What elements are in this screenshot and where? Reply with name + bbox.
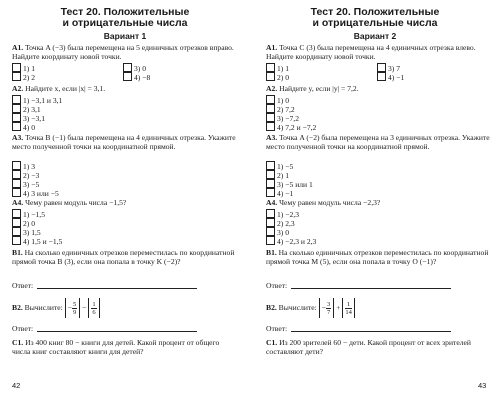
checkbox[interactable] — [12, 179, 21, 188]
option-a3-1[interactable]: 1) 3 — [12, 161, 35, 171]
checkbox[interactable] — [12, 63, 21, 72]
answer-b2[interactable]: Ответ: — [12, 324, 197, 333]
checkbox[interactable] — [266, 179, 275, 188]
abs-value-1: − $\frac{3}{7}$ — [319, 298, 335, 318]
checkbox[interactable] — [266, 188, 275, 197]
checkbox[interactable] — [12, 188, 21, 197]
option-a2-1[interactable]: 1) −3,1 и 3,1 — [12, 95, 62, 105]
checkbox[interactable] — [12, 95, 21, 104]
option-a2-4[interactable]: 4) 7,2 и −7,2 — [266, 122, 316, 132]
answer-line[interactable] — [37, 288, 197, 289]
option-a1-1[interactable]: 1) 1 — [266, 63, 289, 73]
checkbox[interactable] — [266, 122, 275, 131]
option-a3-2[interactable]: 2) −3 — [12, 170, 39, 180]
page-number: 42 — [12, 381, 21, 390]
option-a3-3[interactable]: 3) −5 или 1 — [266, 179, 313, 189]
answer-b1[interactable]: Ответ: — [12, 281, 197, 290]
question-b2: В2. Вычислите: − $\frac{3}{7}$ + $\frac{1}{14}$ — [266, 298, 491, 318]
abs-value-2: $\frac{1}{14}$ — [342, 298, 355, 318]
option-a4-4[interactable]: 4) 1,5 и −1,5 — [12, 236, 62, 246]
answer-line[interactable] — [37, 331, 197, 332]
answer-line[interactable] — [291, 331, 451, 332]
test-subtitle: и отрицательные числа — [62, 17, 188, 29]
checkbox[interactable] — [123, 72, 132, 81]
question-b2: В2. Вычислите: − $\frac{5}{9}$ − $\frac{1}{6}$ — [12, 298, 237, 318]
question-a4: А4. Чему равен модуль числа −2,3? — [266, 198, 381, 207]
checkbox[interactable] — [123, 63, 132, 72]
option-a4-4[interactable]: 4) −2,3 и 2,3 — [266, 236, 316, 246]
option-a2-3[interactable]: 3) −3,1 — [12, 113, 45, 123]
checkbox[interactable] — [12, 227, 21, 236]
option-a4-1[interactable]: 1) −2,3 — [266, 209, 299, 219]
variant-heading: Вариант 2 — [353, 31, 397, 41]
checkbox[interactable] — [12, 122, 21, 131]
page-number: 43 — [478, 381, 487, 390]
option-a2-2[interactable]: 2) 3,1 — [12, 104, 41, 114]
checkbox[interactable] — [266, 113, 275, 122]
question-c1: С1. Из 400 книг 80 − книги для детей. Какой процент от общего числа книг составляют книги для детей? — [12, 338, 220, 356]
option-a2-3[interactable]: 3) −7,2 — [266, 113, 299, 123]
answer-b1[interactable]: Ответ: — [266, 281, 451, 290]
answer-line[interactable] — [291, 288, 451, 289]
option-a1-3[interactable]: 3) 7 — [377, 63, 400, 73]
abs-value-2: $\frac{1}{6}$ — [88, 298, 99, 318]
checkbox[interactable] — [266, 161, 275, 170]
checkbox[interactable] — [266, 63, 275, 72]
right-page — [250, 0, 500, 407]
question-b1: В1. На сколько единичных отрезков переместилась по координатной прямой точка M (5), если она попала в точку O (−1)? — [266, 248, 489, 266]
option-a3-1[interactable]: 1) −5 — [266, 161, 293, 171]
question-c1: С1. Из 200 зрителей 60 − дети. Какой процент от всех зрителей составляют дети? — [266, 338, 471, 356]
question-a1: А1. Точка A (−3) была перемещена на 5 единичных отрезков вправо. Найдите координату новой точки. — [12, 43, 234, 61]
variant-heading: Вариант 1 — [103, 31, 147, 41]
option-a4-3[interactable]: 3) 0 — [266, 227, 289, 237]
test-subtitle: и отрицательные числа — [312, 17, 438, 29]
question-a3: А3. Точка A (−2) была перемещена на 3 единичных отрезка. Укажите место полученной точки на координатной прямой. — [266, 133, 490, 151]
option-a4-3[interactable]: 3) 1,5 — [12, 227, 41, 237]
checkbox[interactable] — [377, 72, 386, 81]
checkbox[interactable] — [12, 113, 21, 122]
checkbox[interactable] — [266, 209, 275, 218]
option-a1-4[interactable]: 4) −1 — [377, 72, 404, 82]
checkbox[interactable] — [266, 227, 275, 236]
question-b1: В1. На сколько единичных отрезков переместилась по координатной прямой точка B (3), если она попала в точку K (−2)? — [12, 248, 235, 266]
checkbox[interactable] — [266, 95, 275, 104]
option-a1-3[interactable]: 3) 0 — [123, 63, 146, 73]
option-a2-2[interactable]: 2) 7,2 — [266, 104, 295, 114]
checkbox[interactable] — [12, 236, 21, 245]
abs-value-1: − $\frac{5}{9}$ — [65, 298, 81, 318]
test-title: Тест 20. Положительные — [310, 6, 440, 18]
checkbox[interactable] — [377, 63, 386, 72]
question-a4: А4. Чему равен модуль числа −1,5? — [12, 198, 127, 207]
question-a2: А2. Найдите x, если |x| = 3,1. — [12, 84, 106, 93]
option-a4-2[interactable]: 2) 2,3 — [266, 218, 295, 228]
checkbox[interactable] — [266, 236, 275, 245]
checkbox[interactable] — [12, 161, 21, 170]
checkbox[interactable] — [12, 218, 21, 227]
option-a3-3[interactable]: 3) −5 — [12, 179, 39, 189]
option-a1-4[interactable]: 4) −8 — [123, 72, 150, 82]
checkbox[interactable] — [12, 170, 21, 179]
answer-b2[interactable]: Ответ: — [266, 324, 451, 333]
option-a4-2[interactable]: 2) 0 — [12, 218, 35, 228]
option-a3-2[interactable]: 2) 1 — [266, 170, 289, 180]
option-a4-1[interactable]: 1) −1,5 — [12, 209, 45, 219]
option-a2-1[interactable]: 1) 0 — [266, 95, 289, 105]
option-a3-4[interactable]: 4) −1 — [266, 188, 293, 198]
question-a1: А1. Точка C (3) была перемещена на 4 единичных отрезка влево. Найдите координату новой точки. — [266, 43, 476, 61]
checkbox[interactable] — [266, 72, 275, 81]
checkbox[interactable] — [12, 209, 21, 218]
checkbox[interactable] — [266, 218, 275, 227]
checkbox[interactable] — [266, 104, 275, 113]
option-a1-1[interactable]: 1) 1 — [12, 63, 35, 73]
option-a3-4[interactable]: 4) 3 или −5 — [12, 188, 59, 198]
checkbox[interactable] — [12, 72, 21, 81]
question-a2: А2. Найдите y, если |y| = 7,2. — [266, 84, 359, 93]
checkbox[interactable] — [266, 170, 275, 179]
checkbox[interactable] — [12, 104, 21, 113]
question-a3: А3. Точка B (−1) была перемещена на 4 единичных отрезка. Укажите место полученной точки на координатной прямой. — [12, 133, 236, 151]
option-a1-2[interactable]: 2) 0 — [266, 72, 289, 82]
test-title: Тест 20. Положительные — [60, 6, 190, 18]
option-a1-2[interactable]: 2) 2 — [12, 72, 35, 82]
option-a2-4[interactable]: 4) 0 — [12, 122, 35, 132]
